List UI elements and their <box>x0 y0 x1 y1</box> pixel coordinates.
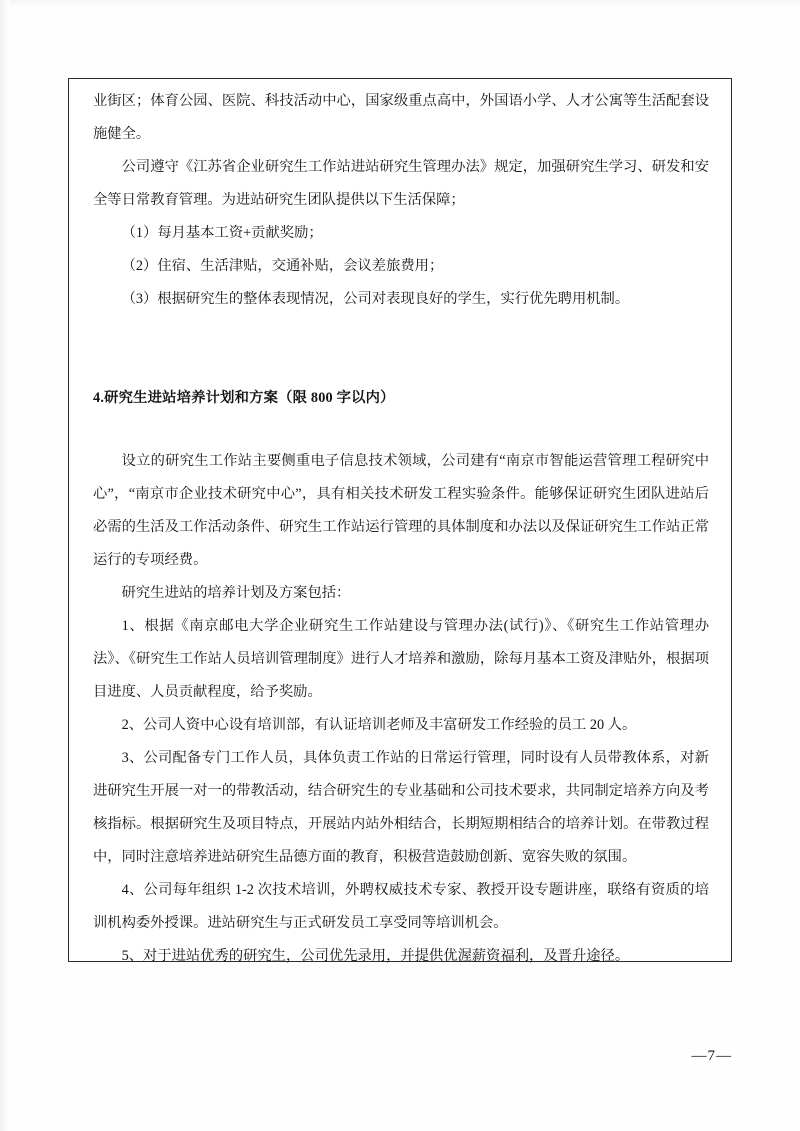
paragraph: 研究生进站的培养计划及方案包括： <box>121 585 351 601</box>
scan-edge-left <box>0 0 10 1131</box>
list-item: 1、根据《南京邮电大学企业研究生工作站建设与管理办法(试行)》、《研究生工作站管理办法》、《研究生工作站人员培训管理制度》进行人才培养和激励，除每月基本工资及津贴外，根据项目进度、人员贡献程度，给予奖励。 <box>93 618 709 700</box>
document-text-body <box>93 85 709 973</box>
list-item: 3、公司配备专门工作人员，具体负责工作站的日常运行管理，同时设有人员带教体系，对新进研究生开展一对一的带教活动，结合研究生的专业基础和公司技术要求，共同制定培养方向及考核指标。根据研究生及项目特点，开展站内站外相结合，长期短期相结合的培养计划。在带教过程中，同时注意培养进站研究生品德方面的教育，积极营造鼓励创新、宽容失败的氛围。 <box>93 750 709 865</box>
list-item: （3）根据研究生的整体表现情况，公司对表现良好的学生，实行优先聘用机制。 <box>121 291 630 307</box>
list-item: 4、公司每年组织 1-2 次技术培训，外聘权威技术专家、教授开设专题讲座，联络有资质的培训机构委外授课。进站研究生与正式研发员工享受同等培训机会。 <box>93 882 709 931</box>
section-spacer <box>93 316 709 382</box>
page-number: —7— <box>691 1048 732 1064</box>
list-item: （1）每月基本工资+贡献奖励； <box>121 225 323 241</box>
paragraph: 设立的研究生工作站主要侧重电子信息技术领域，公司建有“南京市智能运营管理工程研究中心”，“南京市企业技术研究中心”，具有相关技术研发工程实验条件。能够保证研究生团队进站后必需的生活及工作活动条件、研究生工作站运行管理的具体制度和办法以及保证研究生工作站正常运行的专项经费。 <box>93 453 709 568</box>
heading-spacer <box>93 415 709 445</box>
list-item: 2、公司人资中心设有培训部，有认证培训老师及丰富研发工作经验的员工 20 人。 <box>121 717 637 733</box>
section-heading: 4.研究生进站培养计划和方案（限 800 字以内） <box>93 390 395 406</box>
scan-edge-top <box>0 0 800 8</box>
paragraph: 业街区；体育公园、医院、科技活动中心，国家级重点高中，外国语小学、人才公寓等生活配套设施健全。 <box>93 93 709 142</box>
document-border-frame <box>68 78 732 962</box>
paragraph: 公司遵守《江苏省企业研究生工作站进站研究生管理办法》规定，加强研究生学习、研发和安全等日常教育管理。为进站研究生团队提供以下生活保障； <box>93 159 709 208</box>
list-item: （2）住宿、生活津贴，交通补贴，会议差旅费用； <box>121 258 444 274</box>
list-item: 5、对于进站优秀的研究生，公司优先录用，并提供优渥薪资福利，及晋升途径。 <box>121 948 630 964</box>
